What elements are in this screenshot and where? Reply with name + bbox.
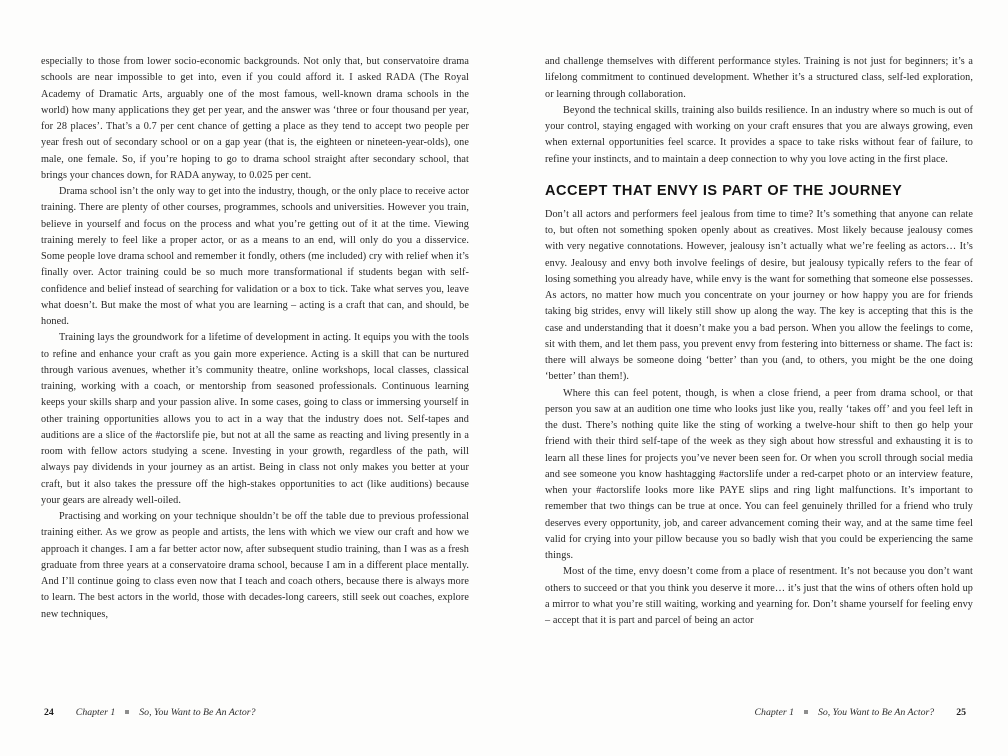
page-number: 25 xyxy=(956,707,966,718)
paragraph: Drama school isn’t the only way to get into the industry, though, or the only place to receive actor training. There are plenty of other courses, programmes, schools and universities. However you train, believe in yourself and focus on the process and what you’re getting out of it at the time. Viewing training merely to feel like a proper actor, or as a means to an end, will only do you a disservice. Some people love drama school and remember it fondly, others (me included) cry with relief when it’s finally over. Actor training could be so much more transformational if students began with self-confidence and belief instead of searching for validation or a box to tick. Take what serves you, leave what doesn’t. But make the most of what you are learning – acting is a craft that can, and should, be honed. xyxy=(41,186,469,327)
paragraph: Most of the time, envy doesn’t come from a place of resentment. It’s not because you don’t want others to succeed or that you think you deserve it more… it’s just that the wins of others often hold up a mirror to what you’re still waiting, working and yearning for. Don’t shame yourself for feeling envy – accept that it is part and parcel of being an actor xyxy=(545,566,973,626)
paragraph: Beyond the technical skills, training also builds resilience. In an industry where so much is out of your control, staying engaged with working on your craft ensures that you are always growing, even when external opportunities feel scarce. It provides a space to take risks without fear of failure, to refine your instincts, and to maintain a deep connection to why you love acting in the first place. xyxy=(545,104,973,165)
page-right-body xyxy=(545,54,973,629)
footer-separator-icon xyxy=(804,710,808,714)
paragraph: Don’t all actors and performers feel jealous from time to time? It’s something that anyone can relate to, but often not something spoken openly about as creatives. Most likely because jealousy comes with very negative connotations. However, jealousy isn’t actually what we’re feeling as actors… It’s envy. Jealousy and envy both involve feelings of desire, but jealousy typically refers to the fear of losing something you already have, while envy is the want for something that someone else possesses. As actors, no matter how much you concentrate on your journey or how happy you are for friends taking big strides, envy will likely still show up along the way. The key is accepting that this is the case and understanding that it doesn’t make you a bad person. When you allow the feelings to come, sit with them, and let them pass, you prevent envy from festering into bitterness or shame. The fact is: there will always be someone doing ‘better’ than you (and, to others, you might be the one doing ‘better’ than them!). xyxy=(545,208,973,383)
paragraph: Practising and working on your technique shouldn’t be off the table due to previous professional training either. As we grow as people and artists, the lens with which we view our craft and how we approach it changes. I am a far better actor now, after subsequent studio training, than I was as a fresh graduate from three years at a conservatoire drama school, because I am in a different place mentally. And I’ll continue going to class even now that I teach and coach others, because there is always more to learn. The best actors in the world, those with decades-long careers, still seek out coaches, explore new techniques, xyxy=(41,511,469,620)
page-right-footer xyxy=(755,707,966,718)
page-number: 24 xyxy=(44,707,54,718)
footer-chapter: Chapter 1 xyxy=(75,707,116,718)
footer-title: So, You Want to Be An Actor? xyxy=(139,707,256,718)
page-left-footer xyxy=(44,707,255,718)
paragraph: especially to those from lower socio-economic backgrounds. Not only that, but conservatoire drama schools are near impossible to get into, even if you could afford it. I asked RADA (The Royal Academy of Dramatic Arts, arguably one of the most famous, well-known drama schools in the world) how many applications they get per year, and the answer was ‘three or four thousand per year, for 28 places’. That’s a 0.7 per cent chance of getting a place as they tend to accept two people per year fresh out of secondary school or on a gap year (that is, the eighteen or nineteen-year-olds), one male, one female. So, if you’re hoping to go to drama school straight after secondary school, that brings your chances down, for RADA anyway, to 0.025 per cent. xyxy=(41,56,469,181)
footer-separator-icon xyxy=(125,710,129,714)
paragraph: and challenge themselves with different performance styles. Training is not just for beginners; it’s a lifelong commitment to continued development. Whether it’s a structured class, self-led exploration, or learning through collaboration. xyxy=(545,56,973,100)
page-left-body xyxy=(41,54,469,623)
footer-title: So, You Want to Be An Actor? xyxy=(817,707,935,718)
paragraph: Training lays the groundwork for a lifetime of development in acting. It equips you with the tools to refine and enhance your craft as you gain more experience. Acting is a skill that can be nurtured through various avenues, whether it’s community theatre, online workshops, local classes, classical training, working with a coach, or mentorship from seasoned professionals. Continuous learning keeps your skills sharp and your passion alive. In some cases, going to class or immersing yourself in other training opportunities allows you to act in a way that the industry does not. Self-tapes and auditions are a slice of the #actorslife pie, but not at all the same as reacting and living presently in a room with fellow actors studying a scene. Investing in your growth, regardless of the path, will always pay dividends in your journey as an artist. Being in class not only makes you better at your craft, but it also takes the pressure off the high-stakes opportunities to act (like auditions) because your gears are already well-oiled. xyxy=(41,332,469,506)
section-heading: ACCEPT THAT ENVY IS PART OF THE JOURNEY xyxy=(545,182,903,199)
footer-chapter: Chapter 1 xyxy=(754,707,794,718)
paragraph: Where this can feel potent, though, is when a close friend, a peer from drama school, or that person you saw at an audition one time who looks just like you, really ‘takes off’ and you feel left in the dust. There’s nothing quite like the sting of working a twelve-hour shift to then go help your friend with their third self-tape of the week as they sigh about how stressful and exhausting it is to learn all these lines for projects you’ve never been seen for. Or when you scroll through social media and see someone you know hashtagging #actorslife under a red-carpet photo or an interview feature, when your #actorslife looks more like PAYE slips and ring light malfunctions. It’s important to remember that two things can be true at once. You can feel genuinely thrilled for a friend who truly deserves every opportunity, job, and career advancement coming their way, and at the same time feel valid for crying into your pillow because you so badly wish that you could be experiencing the same things. xyxy=(545,387,973,561)
